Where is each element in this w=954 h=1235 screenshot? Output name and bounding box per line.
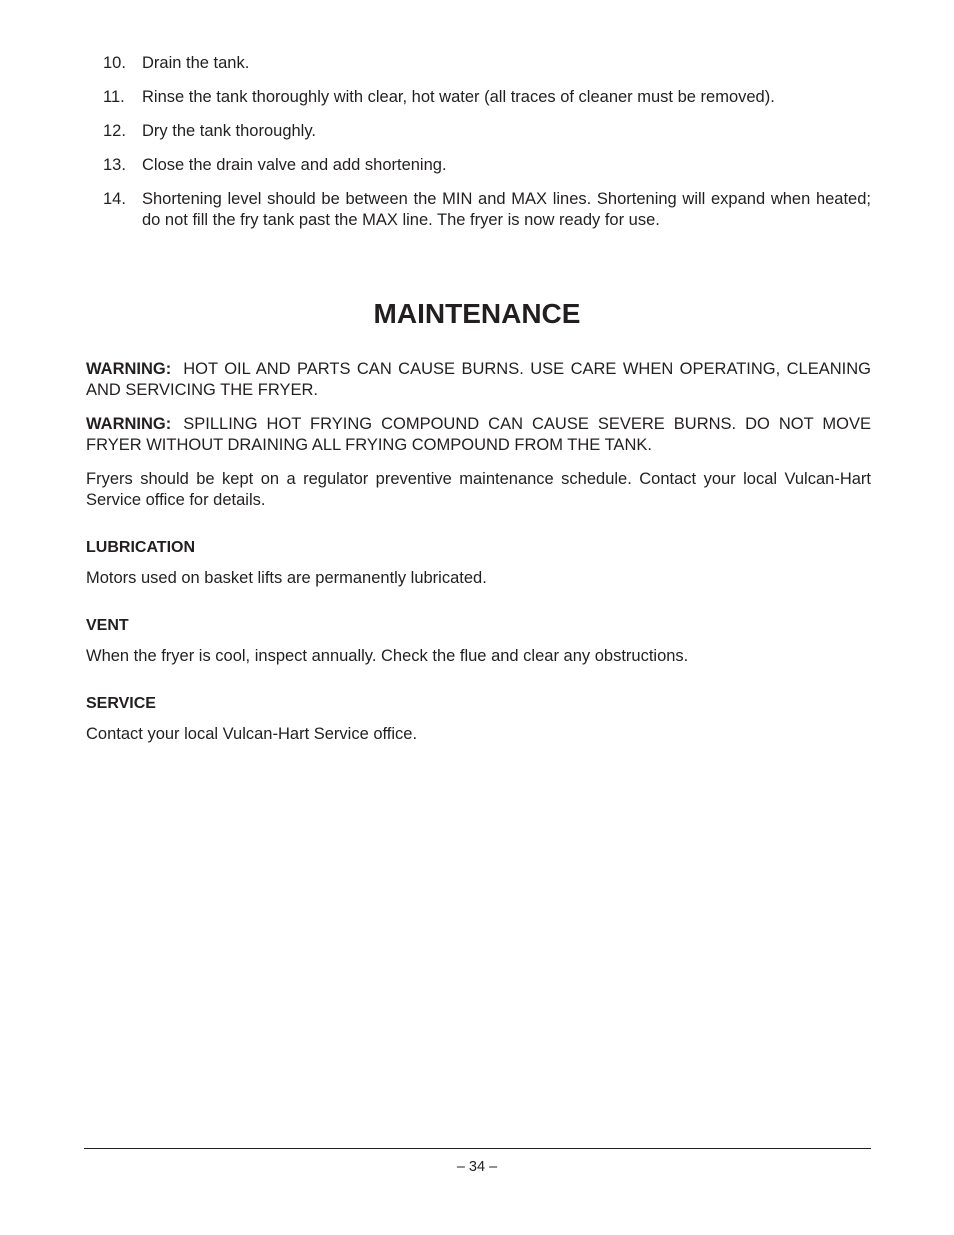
step-number: 14. [103,190,126,208]
page-number: – 34 – [456,1159,498,1175]
step-text: Shortening level should be between the MIN and MAX lines. Shortening will expand when heated; do not fill the fry tank past the MAX line. The fryer is now ready for use. [142,190,871,229]
list-item [103,189,871,231]
section-text-lubrication: Motors used on basket lifts are permanently lubricated. [86,569,487,587]
step-text: Rinse the tank thoroughly with clear, hot water (all traces of cleaner must be removed). [142,88,775,106]
cleaning-steps-list [103,53,871,244]
warning-label: WARNING: [86,360,172,378]
warning-paragraph [86,414,871,456]
section-heading-vent: VENT [86,617,129,634]
list-item [103,87,871,108]
warning-text: HOT OIL AND PARTS CAN CAUSE BURNS. USE CARE WHEN OPERATING, CLEANING AND SERVICING THE FRYER. [86,360,871,399]
warning-label: WARNING: [86,415,172,433]
step-text: Dry the tank thoroughly. [142,122,316,140]
list-item [103,53,871,74]
warning-text: SPILLING HOT FRYING COMPOUND CAN CAUSE SEVERE BURNS. DO NOT MOVE FRYER WITHOUT DRAINING ALL FRYING COMPOUND FROM THE TANK. [86,415,871,454]
step-number: 11. [103,88,125,106]
step-text: Close the drain valve and add shortening. [142,156,447,174]
footer-divider [84,1148,871,1149]
section-text-service: Contact your local Vulcan-Hart Service office. [86,725,418,743]
maintenance-content [86,359,871,745]
section-heading-lubrication: LUBRICATION [86,539,196,556]
list-item [103,121,871,142]
section-text-vent: When the fryer is cool, inspect annually. Check the flue and clear any obstructions. [86,647,689,665]
intro-paragraph: Fryers should be kept on a regulator preventive maintenance schedule. Contact your local Vulcan-Hart Service office for details. [86,470,871,509]
step-text: Drain the tank. [142,54,250,72]
page-title: MAINTENANCE [373,298,581,329]
step-number: 12. [103,122,126,140]
warning-paragraph [86,359,871,401]
section-heading-service: SERVICE [86,695,156,712]
list-item [103,155,871,176]
step-number: 13. [103,156,126,174]
step-number: 10. [103,54,126,72]
